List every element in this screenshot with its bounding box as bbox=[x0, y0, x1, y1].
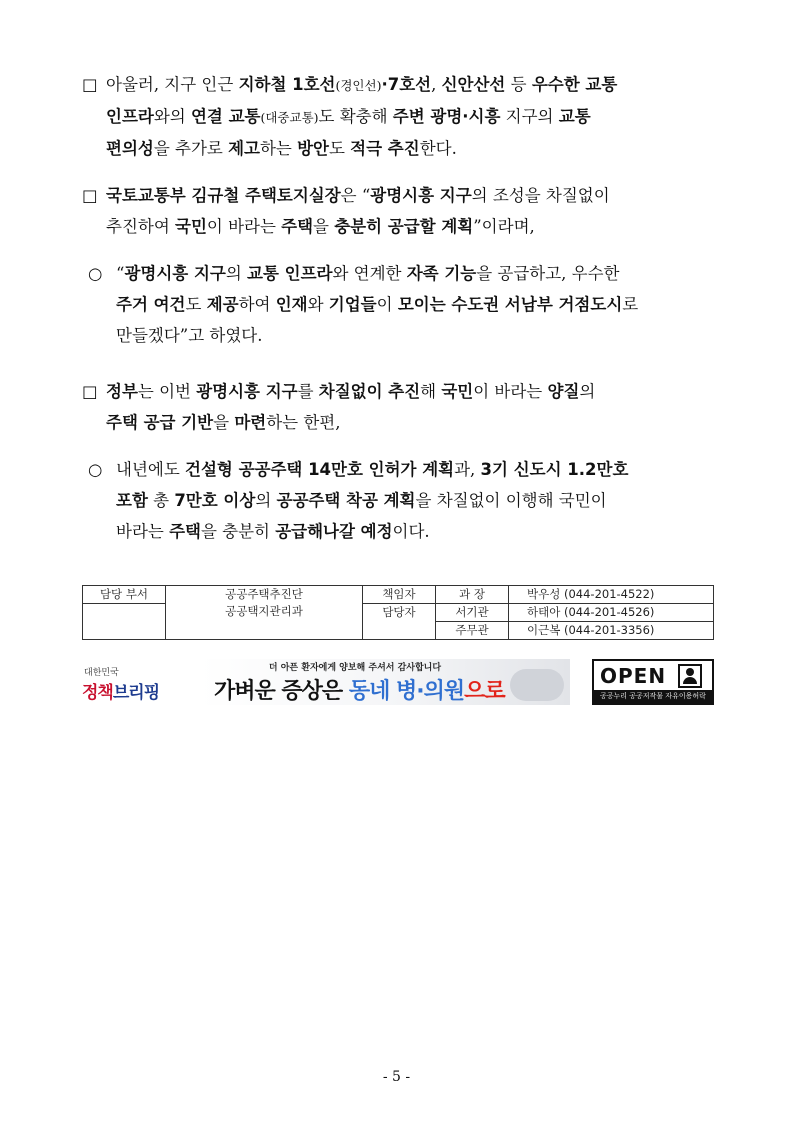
text-span: 의 bbox=[579, 382, 596, 401]
section-3 bbox=[82, 258, 722, 351]
bold-text: 주변 광명·시흥 bbox=[392, 107, 501, 126]
text-span: 와의 bbox=[153, 107, 191, 126]
bold-text: 충분히 공급할 계획 bbox=[334, 217, 474, 236]
bold-text: 편의성 bbox=[106, 139, 154, 158]
section-2 bbox=[82, 180, 722, 242]
section-1-line-2 bbox=[82, 101, 722, 133]
text-span: 의 bbox=[225, 264, 248, 283]
bold-text: 마련 bbox=[234, 413, 267, 432]
campaign-banner-top-text: 더 아픈 환자에게 양보해 주셔서 감사합니다 bbox=[268, 663, 442, 673]
person-2-title: 서기관 bbox=[436, 604, 509, 622]
text-span: 이 bbox=[376, 295, 398, 314]
bold-text: 건설형 공공주택 14만호 인허가 계획 bbox=[185, 460, 455, 479]
dept-name-2: 공공택지관리과 bbox=[225, 604, 303, 618]
text-span: 등 bbox=[505, 75, 532, 94]
bold-text: 광명시흥 지구 bbox=[196, 382, 298, 401]
bold-text: 포함 bbox=[116, 491, 148, 510]
bold-text: 신안산선 bbox=[441, 75, 506, 94]
section-1-line-3 bbox=[82, 133, 722, 164]
text-span: 하는 한편, bbox=[266, 413, 341, 432]
bold-text: 인프라 bbox=[106, 107, 154, 126]
text-span: 을 공급하고, 우수한 bbox=[476, 264, 620, 283]
text-span: 한다. bbox=[419, 139, 457, 158]
section-5-line-3 bbox=[82, 516, 722, 547]
logo-big-text-2: 브리핑 bbox=[112, 683, 160, 703]
bold-text: 우수한 교통 bbox=[531, 75, 618, 94]
text-span: 이 바라는 bbox=[206, 217, 282, 236]
logo-small-text: 대한민국 bbox=[84, 668, 119, 678]
text-span: 도 bbox=[328, 139, 351, 158]
person-3-name: 이근복 bbox=[527, 623, 561, 637]
open-license-strip: 공공누리 공공저작물 자유이용허락 bbox=[594, 690, 712, 703]
bold-text: 적극 추진 bbox=[350, 139, 420, 158]
bold-text: 인재 bbox=[275, 295, 308, 314]
text-span: 도 bbox=[185, 295, 207, 314]
small-text: (경인선) bbox=[335, 78, 382, 93]
section-4-line-1 bbox=[82, 376, 722, 407]
text-span: 를 bbox=[297, 382, 319, 401]
bold-text: 국민 bbox=[441, 382, 474, 401]
person-1-phone: (044-201-4522) bbox=[563, 587, 655, 601]
kogl-open-badge[interactable] bbox=[592, 659, 714, 705]
bold-text: 국토교통부 김규철 주택토지실장 bbox=[106, 186, 341, 205]
section-3-line-1 bbox=[82, 258, 722, 289]
campaign-banner-image bbox=[510, 669, 564, 701]
bold-text: 주택 bbox=[169, 522, 201, 541]
text-span: 의 bbox=[255, 491, 277, 510]
bold-text: 주택 공급 기반 bbox=[106, 413, 214, 432]
text-span: 의 조성을 차질없이 bbox=[471, 186, 610, 205]
text-span: 이다. bbox=[392, 522, 430, 541]
section-2-line-2 bbox=[82, 211, 722, 242]
section-4-line-2 bbox=[82, 407, 722, 438]
text-span: 해 bbox=[420, 382, 442, 401]
bold-text: 모이는 수도권 서남부 거점도시 bbox=[397, 295, 623, 314]
bold-text: 7만호 이상 bbox=[174, 491, 256, 510]
campaign-main-3: 으로 bbox=[464, 679, 505, 704]
text-span: 도 확충해 bbox=[318, 107, 393, 126]
bold-text: 정부 bbox=[106, 382, 138, 401]
logo-big-text-1: 정책 bbox=[82, 683, 113, 703]
text-span: 추진하여 bbox=[106, 217, 176, 236]
bold-text: 광명시흥 지구 bbox=[370, 186, 472, 205]
bold-text: 지하철 1호선 bbox=[238, 75, 336, 94]
bold-text: 국민 bbox=[175, 217, 207, 236]
person-1-name: 박우성 bbox=[527, 587, 561, 601]
bold-text: 광명시흥 지구 bbox=[124, 264, 226, 283]
person-attribution-icon bbox=[678, 664, 702, 688]
section-2-marker: □ bbox=[82, 186, 98, 205]
section-5-marker: ○ bbox=[88, 460, 103, 479]
campaign-banner-main-text bbox=[214, 674, 505, 705]
person-2-contact bbox=[509, 604, 714, 622]
text-span: 내년에도 bbox=[116, 460, 186, 479]
section-4-marker: □ bbox=[82, 382, 98, 401]
text-span: “ bbox=[116, 264, 125, 283]
bold-text: 공공주택 착공 계획 bbox=[276, 491, 416, 510]
text-span: 아울러, 지구 인근 bbox=[106, 75, 239, 94]
bold-text: 제고 bbox=[228, 139, 260, 158]
contact-table bbox=[82, 585, 714, 640]
section-2-line-1 bbox=[82, 180, 722, 211]
section-3-line-3 bbox=[82, 320, 722, 351]
bold-text: 연결 교통 bbox=[190, 107, 261, 126]
bold-text: 자족 기능 bbox=[406, 264, 477, 283]
text-span: 만들겠다”고 하였다. bbox=[116, 326, 263, 345]
text-span: 은 “ bbox=[340, 186, 371, 205]
bold-text: 교통 bbox=[558, 107, 591, 126]
person-2-phone: (044-201-4526) bbox=[563, 605, 655, 619]
text-span: 와 연계한 bbox=[332, 264, 407, 283]
campaign-banner[interactable] bbox=[200, 659, 570, 705]
role-handler: 담당자 bbox=[363, 604, 436, 640]
bold-text: 주택 bbox=[281, 217, 314, 236]
text-span: , bbox=[431, 75, 442, 94]
bold-text: 교통 인프라 bbox=[247, 264, 333, 283]
bold-text: 방안 bbox=[297, 139, 329, 158]
text-span: 이 바라는 bbox=[473, 382, 548, 401]
bold-text: 공급해나갈 예정 bbox=[275, 522, 393, 541]
section-5-line-2 bbox=[82, 485, 722, 516]
campaign-main-2: 동네 병·의원 bbox=[348, 679, 465, 704]
text-span: 을 충분히 bbox=[200, 522, 276, 541]
text-span: 과, bbox=[454, 460, 481, 479]
person-3-contact bbox=[509, 622, 714, 640]
text-span: 는 이번 bbox=[137, 382, 197, 401]
bold-text: 기업들 bbox=[328, 295, 377, 314]
person-3-title: 주무관 bbox=[436, 622, 509, 640]
dept-names bbox=[166, 586, 363, 640]
person-1-title: 과 장 bbox=[436, 586, 509, 604]
section-4 bbox=[82, 376, 722, 438]
policy-briefing-logo[interactable] bbox=[82, 659, 174, 705]
open-word: OPEN bbox=[600, 664, 667, 688]
text-span: 하는 bbox=[259, 139, 298, 158]
text-span: ”이라며, bbox=[473, 217, 535, 236]
page-number: - 5 - bbox=[382, 1069, 411, 1085]
person-3-phone: (044-201-3356) bbox=[563, 623, 655, 637]
text-span: 을 bbox=[213, 413, 235, 432]
dept-label: 담당 부서 bbox=[83, 586, 166, 604]
campaign-main-1: 가벼운 증상은 bbox=[214, 679, 349, 704]
text-span: 을 bbox=[313, 217, 335, 236]
text-span: 을 추가로 bbox=[153, 139, 229, 158]
role-responsible: 책임자 bbox=[363, 586, 436, 604]
bold-text: 차질없이 추진 bbox=[318, 382, 421, 401]
text-span: 와 bbox=[307, 295, 329, 314]
section-1-line-1 bbox=[82, 69, 722, 101]
bold-text: 3기 신도시 1.2만호 bbox=[480, 460, 629, 479]
bold-text: 제공 bbox=[206, 295, 239, 314]
text-span: 하여 bbox=[238, 295, 276, 314]
text-span: 을 차질없이 이행해 국민이 bbox=[415, 491, 607, 510]
section-5 bbox=[82, 454, 722, 547]
dept-label-spacer bbox=[83, 604, 166, 640]
section-1-marker: □ bbox=[82, 75, 98, 94]
bold-text: 양질 bbox=[547, 382, 580, 401]
bold-text: 주거 여건 bbox=[116, 295, 186, 314]
section-5-line-1 bbox=[82, 454, 722, 485]
text-span: 바라는 bbox=[116, 522, 170, 541]
text-span: 로 bbox=[622, 295, 639, 314]
logo-big-text bbox=[82, 678, 174, 703]
person-1-contact bbox=[509, 586, 714, 604]
section-3-line-2 bbox=[82, 289, 722, 320]
text-span: 총 bbox=[147, 491, 175, 510]
person-2-name: 하태아 bbox=[527, 605, 561, 619]
text-span: 지구의 bbox=[500, 107, 559, 126]
section-3-marker: ○ bbox=[88, 264, 103, 283]
dept-name-1: 공공주택추진단 bbox=[225, 587, 303, 601]
section-1 bbox=[82, 69, 722, 164]
bold-text: ·7호선 bbox=[381, 75, 432, 94]
small-text: (대중교통) bbox=[260, 110, 319, 125]
